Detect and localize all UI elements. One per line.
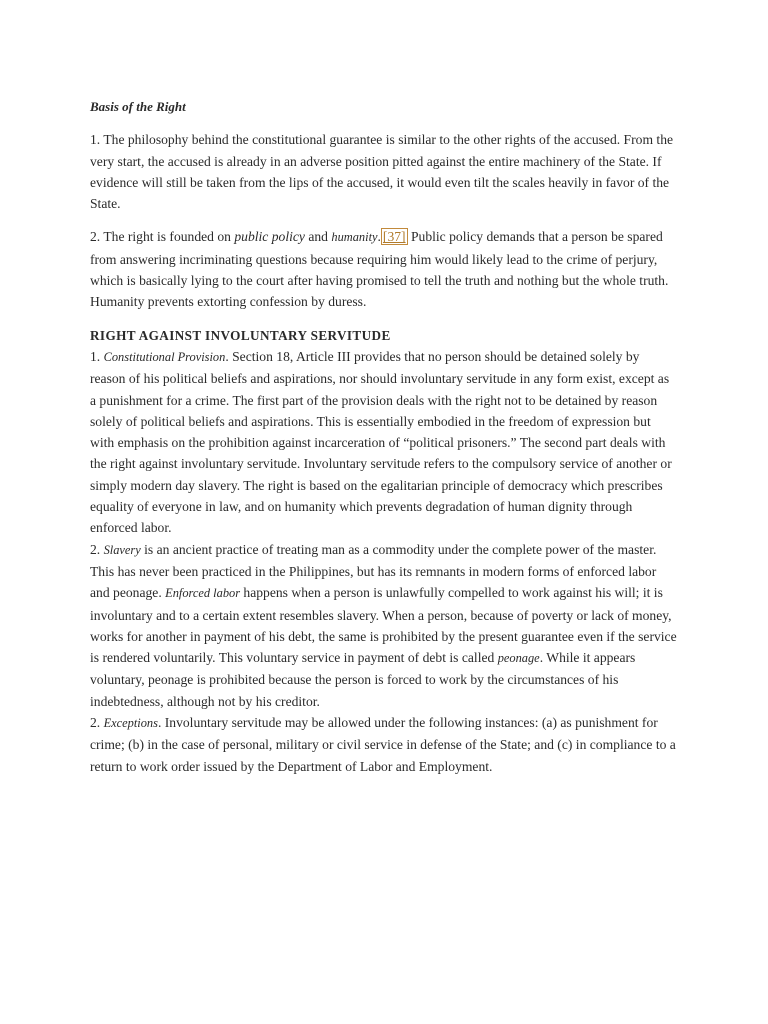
servitude-item-3-text: . Involuntary servitude may be allowed under the following instances: (a) as punishment for crime; (b) in the case of personal, military or civil service in defense of the State; and (c) in compliance to a return to work order issued by the Department of Labor and Employment. bbox=[90, 715, 676, 774]
term-enforced-labor: Enforced labor bbox=[165, 586, 241, 601]
servitude-item-2-text-3: . While it appears voluntary, peonage is prohibited because the person is forced to work by the circumstances of his indebtedness, although not by his creditor. bbox=[90, 650, 636, 709]
basis-heading: Basis of the Right bbox=[90, 99, 186, 114]
term-slavery: Slavery bbox=[103, 542, 141, 557]
term-humanity: humanity bbox=[331, 230, 378, 245]
servitude-item-2 bbox=[90, 539, 678, 712]
basis-paragraph-1: 1. The philosophy behind the constitutional guarantee is similar to the other rights of the accused. From the very start, the accused is already in an adverse position pitted against the entire machinery of the State. If evidence will still be taken from the lips of the accused, it would even tilt the scales heavily in favor of the State. bbox=[90, 132, 674, 212]
document-page bbox=[90, 96, 678, 777]
term-public-policy: public policy bbox=[234, 229, 305, 245]
servitude-item-1-text: . Section 18, Article III provides that no person should be detained solely by reason of his political beliefs and aspirations, nor should involuntary servitude in any form exist, except as a punishment for a crime. The first part of the provision deals with the right not to be detained by reason solely of political beliefs and aspirations. This is essentially embodied in the freedom of expression but with emphasis on the prohibition against incarceration of “political prisoners.” The second part deals with the right against involuntary servitude. Involuntary servitude refers to the compulsory service of another or simply modern day slavery. The right is based on the egalitarian principle of democracy which prescribes equality of everyone in law, and on humanity which prevents degradation of human dignity through enforced labor. bbox=[90, 348, 672, 536]
basis-paragraph-2-prefix: 2. The right is founded on bbox=[90, 229, 235, 245]
servitude-item-1-number: 1. bbox=[90, 348, 104, 364]
term-peonage: peonage bbox=[497, 651, 540, 666]
servitude-item-1 bbox=[90, 346, 678, 539]
basis-paragraph-2 bbox=[90, 226, 678, 312]
basis-paragraph-2-dot: . bbox=[377, 229, 381, 245]
basis-paragraph-2-and: and bbox=[304, 229, 332, 245]
servitude-item-2-number: 2. bbox=[90, 541, 104, 557]
term-constitutional-provision: Constitutional Provision bbox=[103, 349, 226, 364]
basis-paragraph-2-suffix: Public policy demands that a person be spared from answering incriminating questions because requiring him would likely lead to the crime of perjury, which is basically lying to the court after having promised to tell the truth and nothing but the whole truth. Humanity prevents extorting confession by duress. bbox=[90, 229, 669, 310]
servitude-item-2-text-2: happens when a person is unlawfully compelled to work against his will; it is involuntary and to a certain extent resembles slavery. When a person, because of poverty or lack of money, works for another in payment of his debt, the same is prohibited by the present guarantee even if the service is rendered voluntarily. This voluntary service in payment of debt is called bbox=[90, 585, 677, 666]
footnote-link-37[interactable]: [37] bbox=[382, 229, 406, 245]
servitude-item-3 bbox=[90, 712, 678, 777]
servitude-item-2-text-1: is an ancient practice of treating man as a commodity under the complete power of the master. This has never been practiced in the Philippines, but has its remnants in modern forms of enforced labor and peonage. bbox=[90, 541, 657, 601]
servitude-section-title: RIGHT AGAINST INVOLUNTARY SERVITUDE bbox=[90, 327, 391, 343]
term-exceptions: Exceptions bbox=[103, 716, 158, 731]
servitude-item-3-number: 2. bbox=[90, 715, 104, 731]
